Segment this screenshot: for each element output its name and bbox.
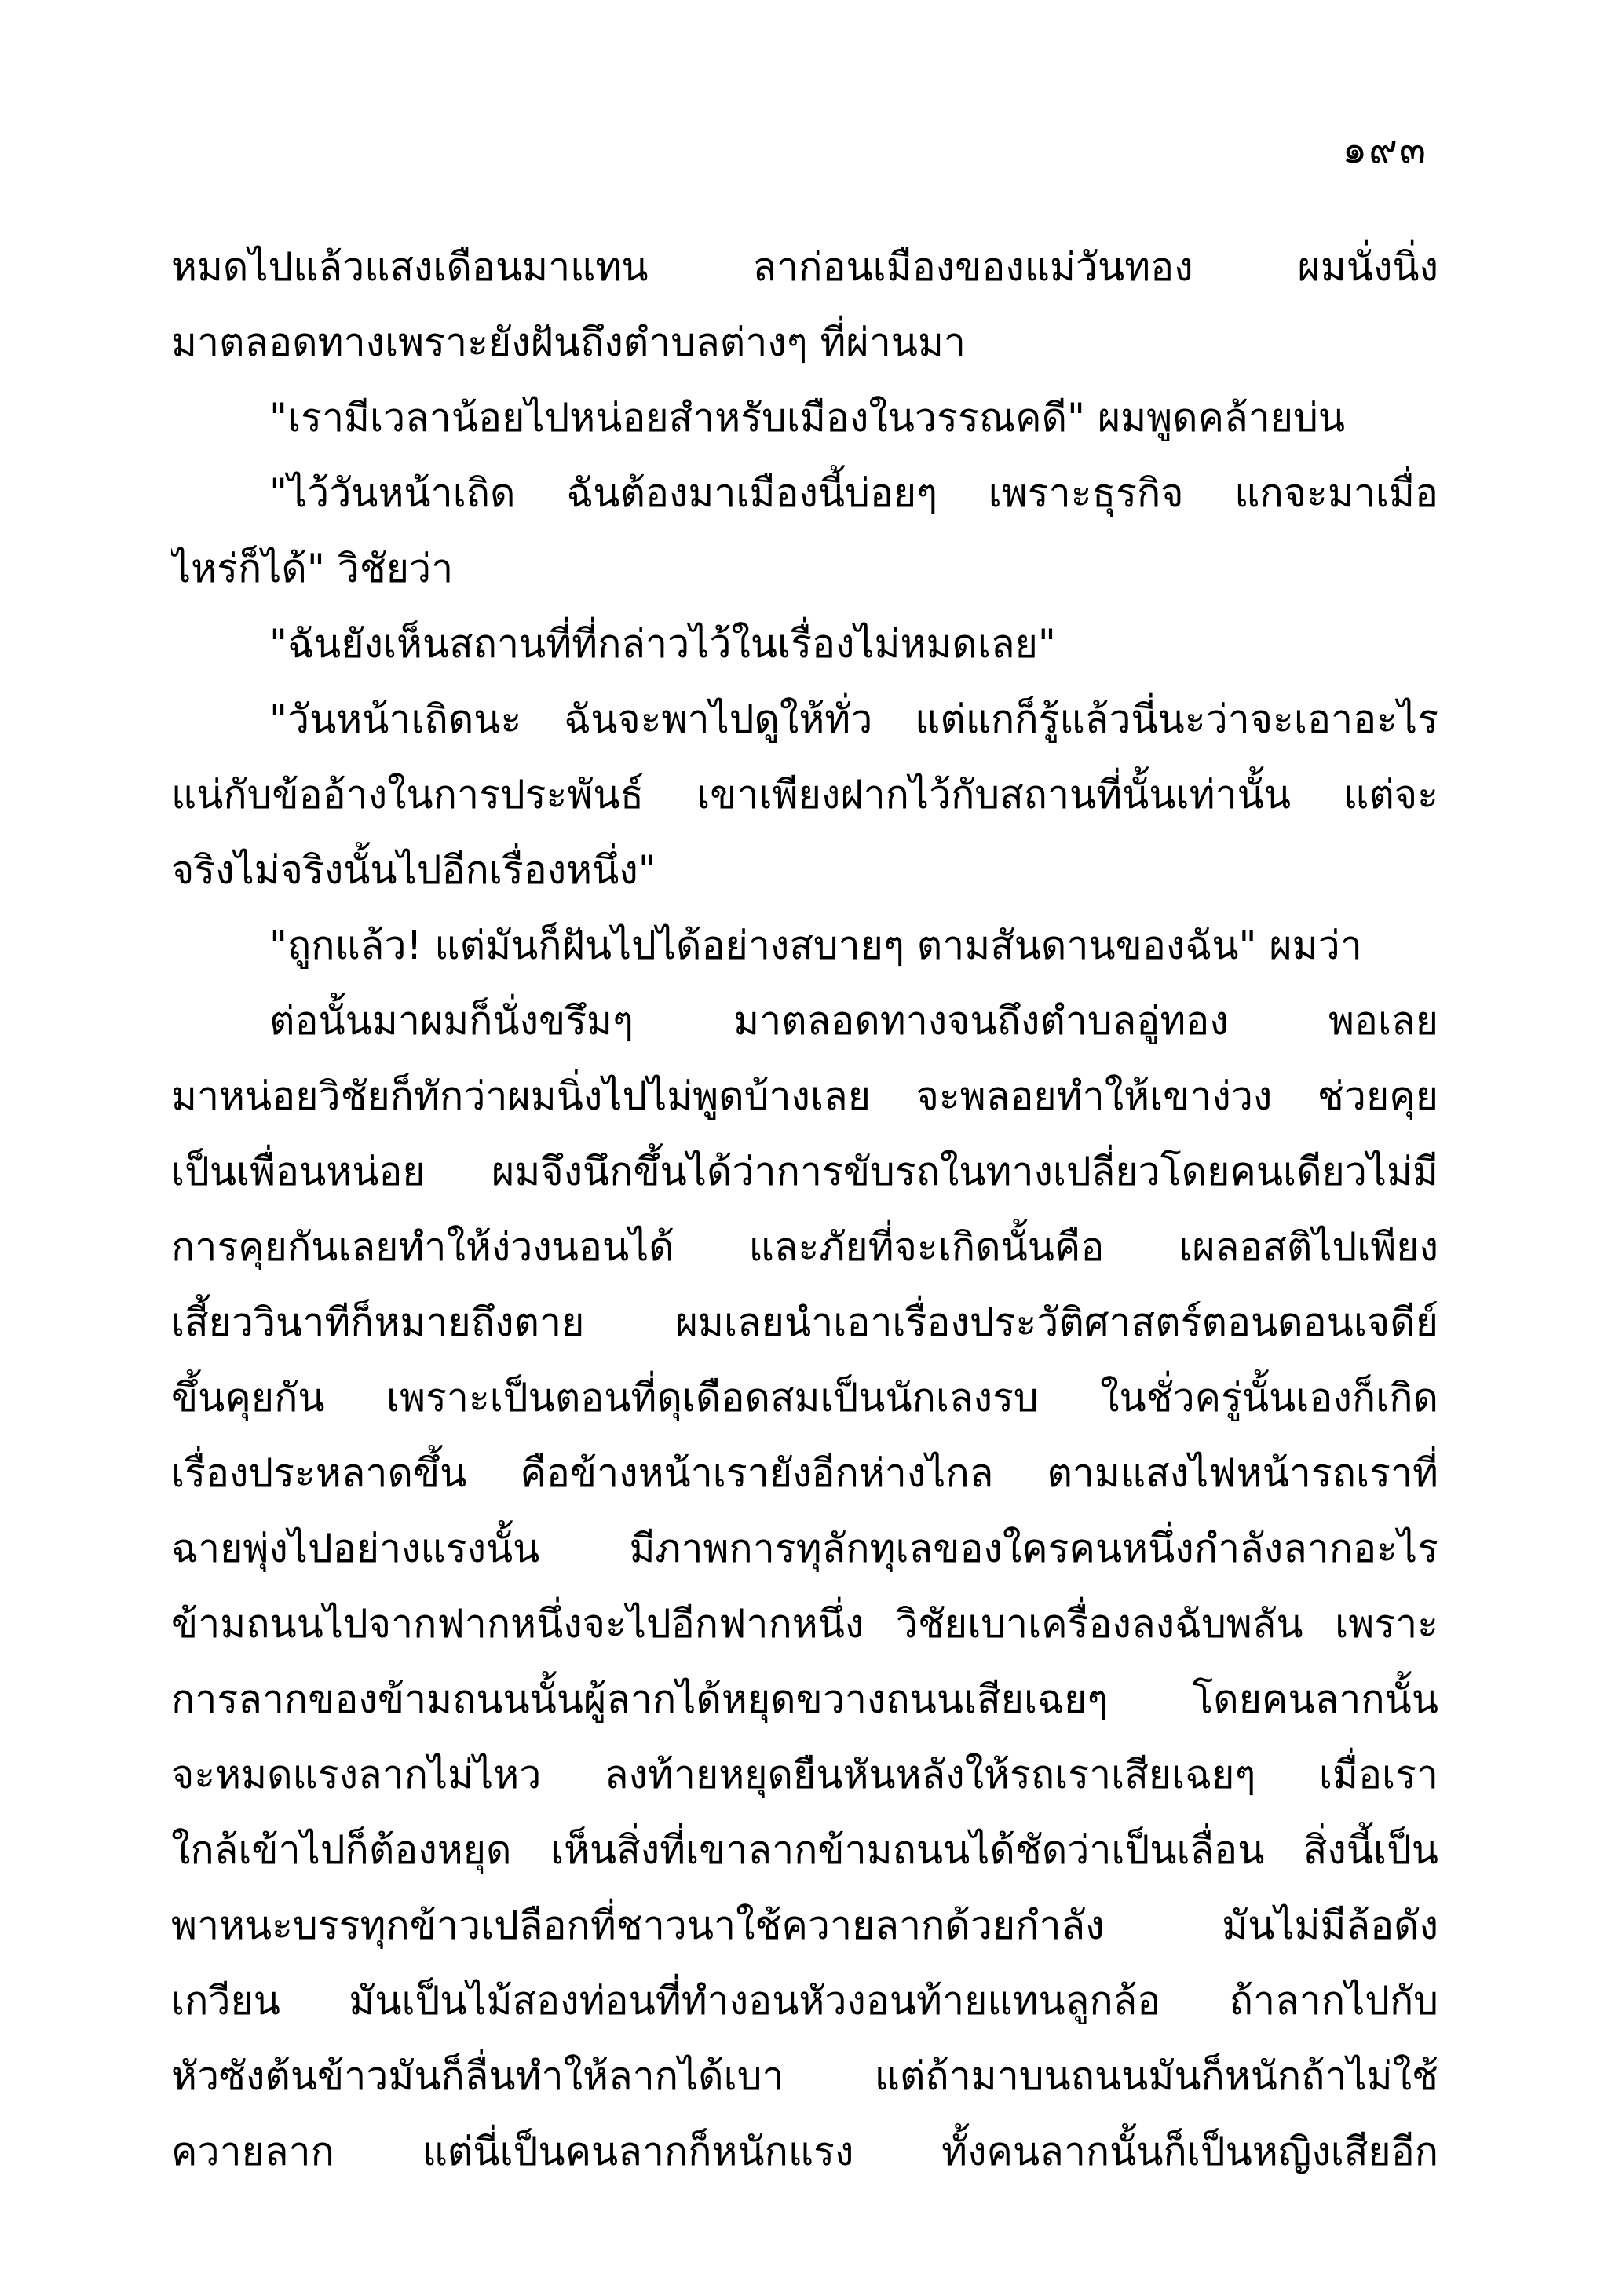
text-line: แน่กับข้ออ้างในการประพันธ์ เขาเพียงฝากไว้กับสถานที่นั้นเท่านั้น แต่จะ xyxy=(171,772,1438,817)
dialogue-line: "ฉันยังเห็นสถานที่ที่กล่าวไว้ในเรื่องไม่หมดเลย" xyxy=(269,621,1056,667)
text-line: ข้ามถนนไปจากฟากหนึ่งจะไปอีกฟากหนึ่ง วิชัยเบาเครื่องลงฉับพลัน เพราะ xyxy=(171,1601,1438,1647)
text-line: ใกล้เข้าไปก็ต้องหยุด เห็นสิ่งที่เขาลากข้ามถนนได้ชัดว่าเป็นเลื่อน สิ่งนี้เป็น xyxy=(171,1827,1438,1873)
dialogue-line: "เรามีเวลาน้อยไปหน่อยสำหรับเมืองในวรรณคดี" ผมพูดคล้ายบ่น xyxy=(269,395,1345,441)
dialogue-line: "ถูกแล้ว! แต่มันก็ฝันไปได้อย่างสบายๆ ตามสันดานของฉัน" ผมว่า xyxy=(269,923,1362,968)
page-number: ๑๙๓ xyxy=(1342,126,1427,172)
text-line: หัวซังต้นข้าวมันก็ลื่นทำให้ลากได้เบา แต่ถ้ามาบนถนนมันก็หนักถ้าไม่ใช้ xyxy=(171,2053,1438,2099)
dialogue-line: "ไว้วันหน้าเถิด ฉันต้องมาเมืองนี้บ่อยๆ เพราะธุรกิจ แกจะมาเมื่อ xyxy=(269,470,1438,516)
text-line: ฉายพุ่งไปอย่างแรงนั้น มีภาพการทุลักทุเลของใครคนหนึ่งกำลังลากอะไร xyxy=(171,1526,1438,1571)
text-line: มาตลอดทางเพราะยังฝันถึงตำบลต่างๆ ที่ผ่านมา xyxy=(171,320,966,365)
text-line: เรื่องประหลาดขึ้น คือข้างหน้าเรายังอีกห่างไกล ตามแสงไฟหน้ารถเราที่ xyxy=(171,1450,1438,1496)
text-line: จริงไม่จริงนั้นไปอีกเรื่องหนึ่ง" xyxy=(171,847,656,893)
text-line: การคุยกันเลยทำให้ง่วงนอนได้ และภัยที่จะเกิดนั้นคือ เผลอสติไปเพียง xyxy=(171,1224,1438,1270)
text-line: หมดไปแล้วแสงเดือนมาแทน ลาก่อนเมืองของแม่วันทอง ผมนั่งนิ่ง xyxy=(171,244,1438,290)
text-line: เป็นเพื่อนหน่อย ผมจึงนึกขึ้นได้ว่าการขับรถในทางเปลี่ยวโดยคนเดียวไม่มี xyxy=(171,1149,1438,1194)
body-text xyxy=(171,229,1438,2189)
text-line: ควายลาก แต่นี่เป็นคนลากก็หนักแรง ทั้งคนลากนั้นก็เป็นหญิงเสียอีก xyxy=(171,2129,1438,2174)
text-line: จะหมดแรงลากไม่ไหว ลงท้ายหยุดยืนหันหลังให้รถเราเสียเฉยๆ เมื่อเรา xyxy=(171,1752,1438,1797)
text-line: เสี้ยววินาทีก็หมายถึงตาย ผมเลยนำเอาเรื่องประวัติศาสตร์ตอนดอนเจดีย์ xyxy=(171,1300,1438,1345)
dialogue-line: "วันหน้าเถิดนะ ฉันจะพาไปดูให้ทั่ว แต่แกก็รู้แล้วนี่นะว่าจะเอาอะไร xyxy=(269,696,1438,742)
text-line: เกวียน มันเป็นไม้สองท่อนที่ทำงอนหัวงอนท้ายแทนลูกล้อ ถ้าลากไปกับ xyxy=(171,1978,1438,2024)
text-line: ขึ้นคุยกัน เพราะเป็นตอนที่ดุเดือดสมเป็นนักเลงรบ ในชั่วครู่นั้นเองก็เกิด xyxy=(171,1375,1438,1420)
text-line: การลากของข้ามถนนนั้นผู้ลากได้หยุดขวางถนนเสียเฉยๆ โดยคนลากนั้น xyxy=(171,1676,1438,1722)
text-line: ไหร่ก็ได้" วิชัยว่า xyxy=(171,546,454,591)
paragraph-start-line: ต่อนั้นมาผมก็นั่งขรึมๆ มาตลอดทางจนถึงตำบลอู่ทอง พอเลย xyxy=(269,998,1438,1044)
text-line: มาหน่อยวิชัยก็ทักว่าผมนิ่งไปไม่พูดบ้างเลย จะพลอยทำให้เขาง่วง ช่วยคุย xyxy=(171,1073,1438,1119)
text-line: พาหนะบรรทุกข้าวเปลือกที่ชาวนาใช้ควายลากด้วยกำลัง มันไม่มีล้อดัง xyxy=(171,1903,1438,1948)
